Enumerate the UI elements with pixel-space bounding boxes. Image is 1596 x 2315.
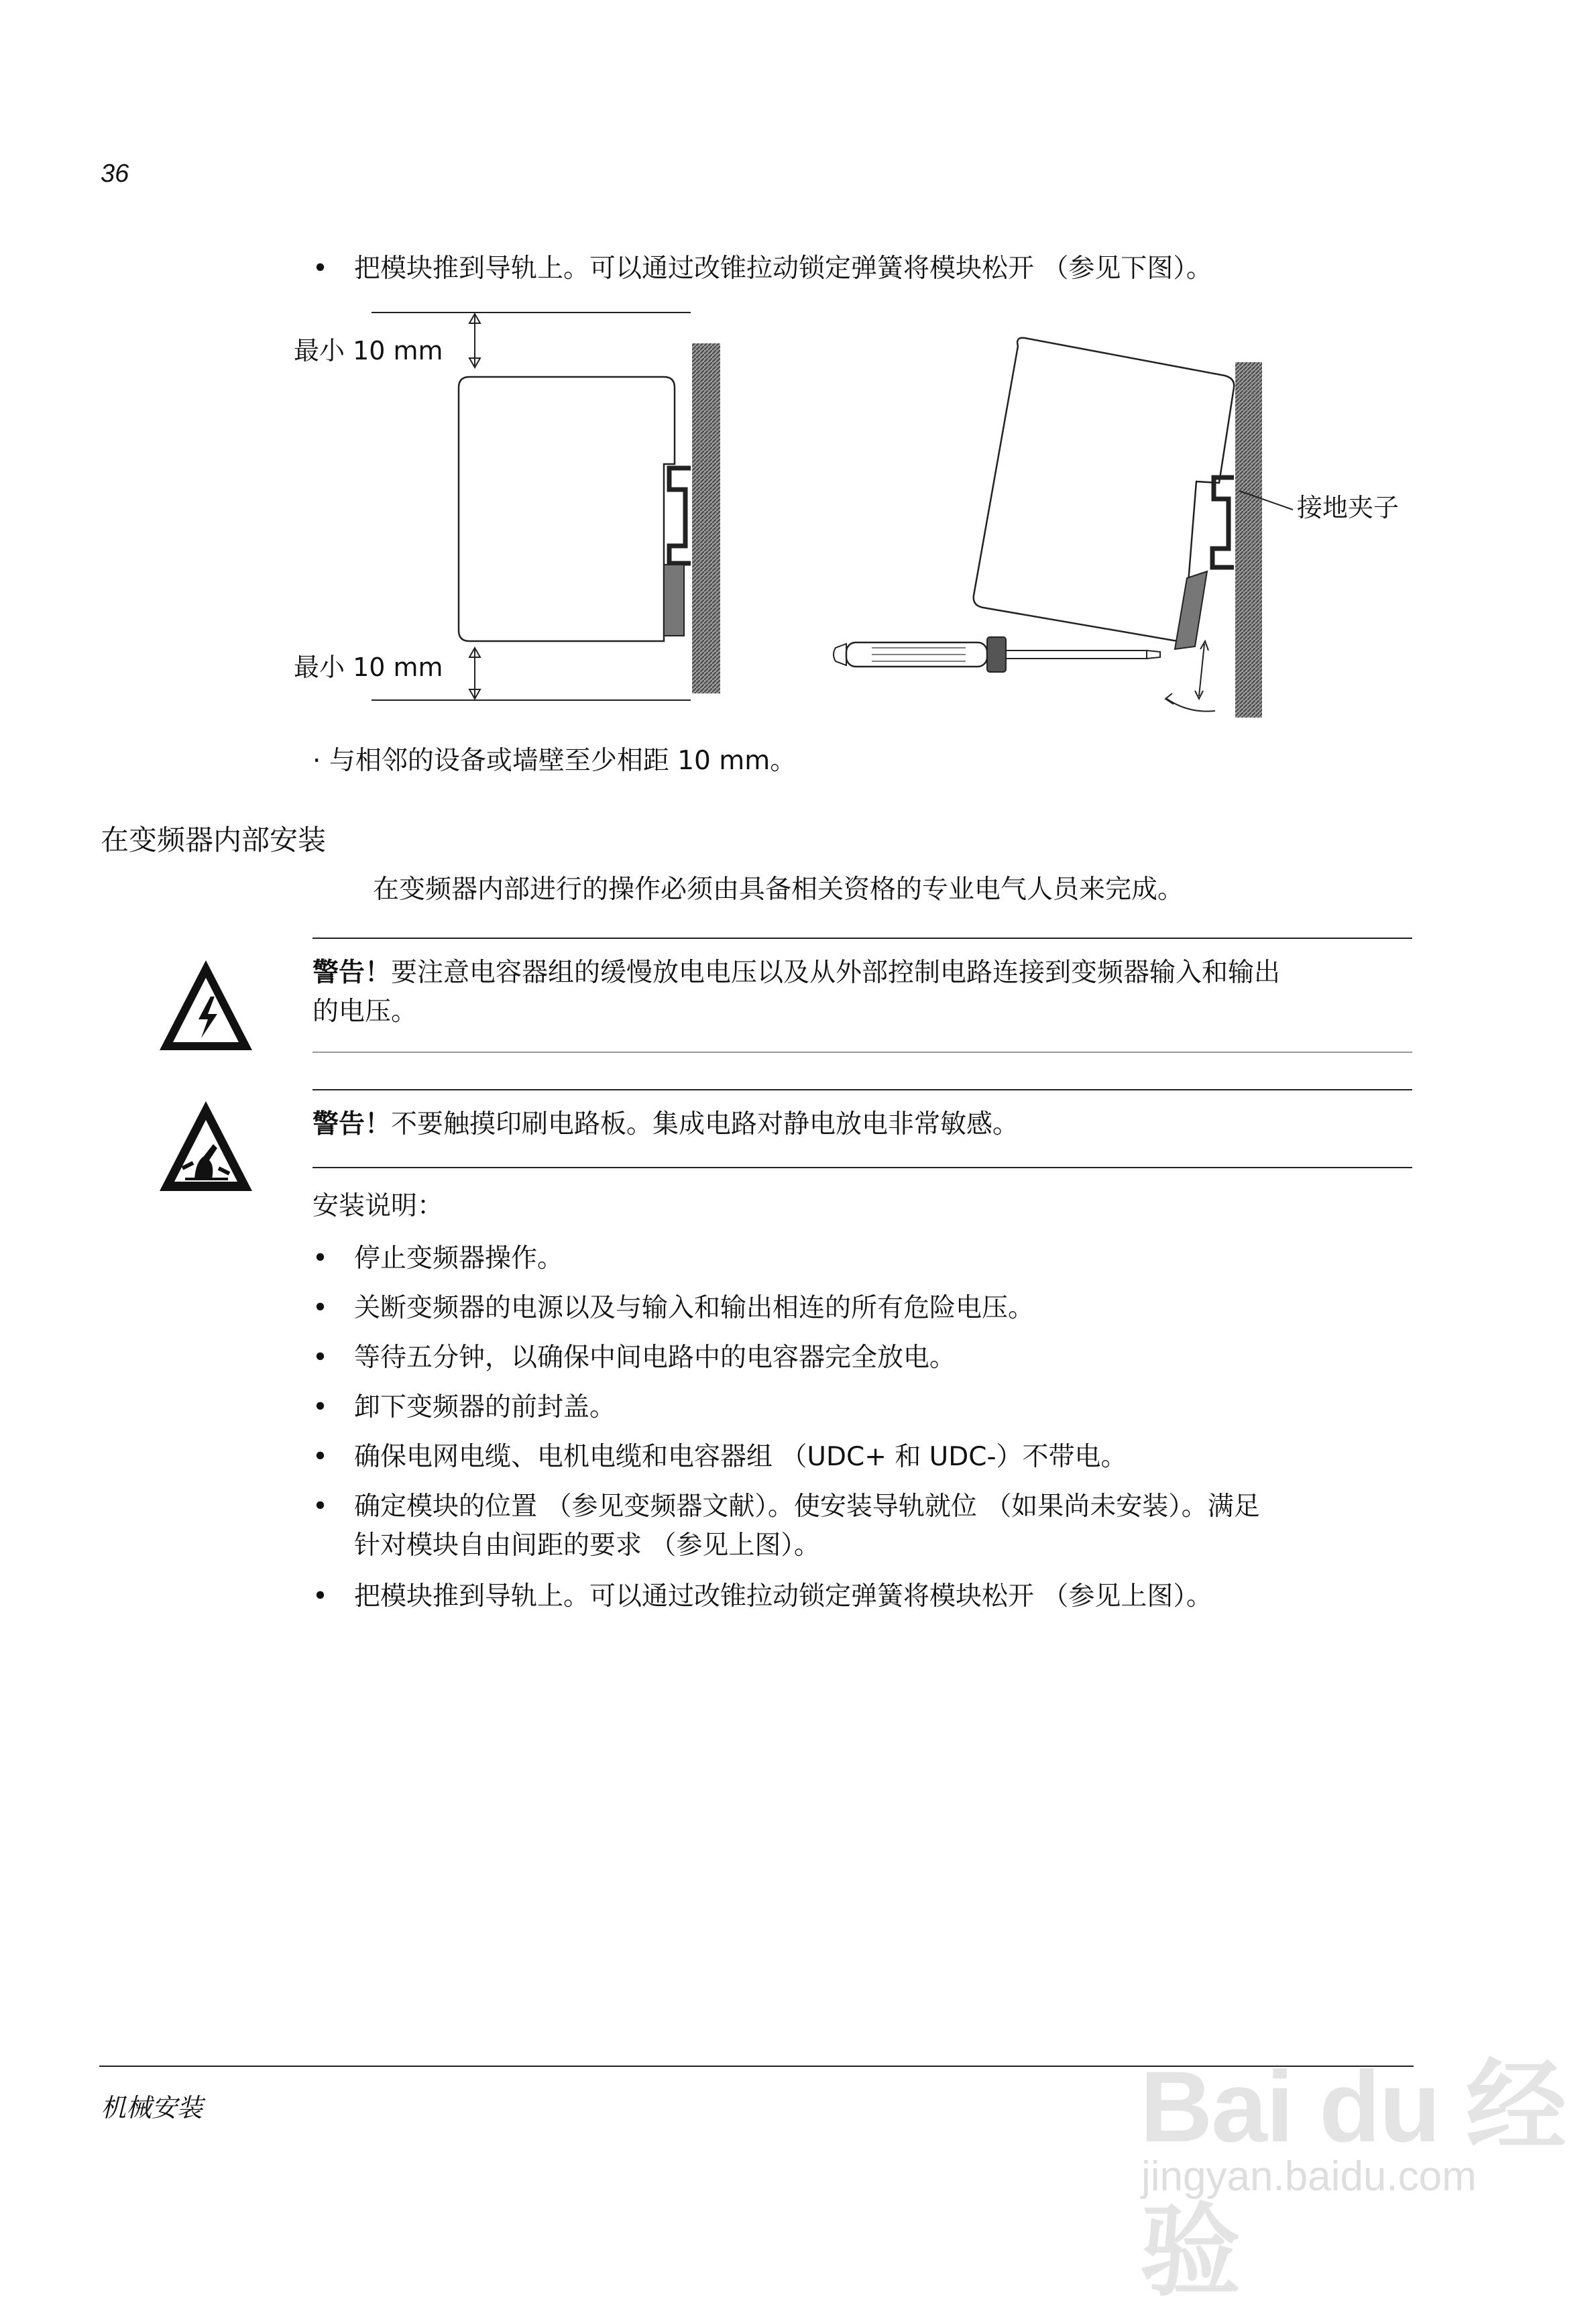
- install-step-text: [354, 1487, 1414, 1565]
- warning2-label: 警告！: [312, 1109, 392, 1139]
- bullet-dot: •: [312, 1491, 329, 1522]
- din-rail-mounting-figure: [0, 295, 1596, 738]
- install-step-line: 针对模块自由间距的要求 （参见上图）。: [354, 1530, 820, 1561]
- top-clearance-arrow: [469, 314, 480, 368]
- spring-release-arrows: [1165, 641, 1215, 712]
- label-min-10mm-top: 最小 10 mm: [294, 336, 443, 365]
- bullet-dot: •: [312, 1581, 329, 1612]
- intro-bullet-text: 把模块推到导轨上。可以通过改锥拉动锁定弹簧将模块松开 （参见下图）。: [354, 253, 1212, 284]
- install-step-text: 停止变频器操作。: [354, 1243, 564, 1274]
- warning1-line1: 要注意电容器组的缓慢放电电压以及从外部控制电路连接到变频器输入和输出: [391, 958, 1281, 988]
- bullet-dot: •: [312, 1293, 329, 1323]
- bullet-dot: •: [312, 1343, 329, 1373]
- electric-shock-warning-icon: [156, 955, 256, 1056]
- small-bullet: ·: [312, 746, 321, 776]
- bullet-dot: •: [312, 1442, 329, 1472]
- bullet-dot: •: [312, 253, 329, 284]
- label-grounding-clamp: 接地夹子: [1297, 493, 1400, 522]
- din-rail-left: [669, 468, 691, 563]
- bullet-dot: •: [312, 1243, 329, 1274]
- install-step-text: 关断变频器的电源以及与输入和输出相连的所有危险电压。: [354, 1293, 1035, 1323]
- section-title: 在变频器内部安装: [101, 824, 327, 856]
- label-min-10mm-bottom: 最小 10 mm: [294, 653, 443, 682]
- baidu-watermark-url: jingyan.baidu.com: [1141, 2153, 1477, 2200]
- warning1-top-rule: [312, 938, 1412, 939]
- baidu-watermark-logo: Bai du 经验: [1140, 2050, 1566, 2308]
- clearance-note: [312, 742, 796, 781]
- section-intro: 在变频器内部进行的操作必须由具备相关资格的专业电气人员来完成。: [373, 874, 1184, 905]
- screwdriver-icon: [834, 637, 1160, 672]
- left-mounting-wall: [692, 343, 720, 693]
- module-outline-left: [459, 377, 675, 641]
- install-step-line: 确定模块的位置 （参见变频器文献）。使安装导轨就位 （如果尚未安装）。满足: [354, 1491, 1260, 1522]
- warning2-text: [312, 1105, 1412, 1144]
- page-number: 36: [101, 160, 129, 188]
- install-step: [312, 1487, 1412, 1568]
- warning1-label: 警告！: [312, 958, 392, 988]
- install-step-text: 把模块推到导轨上。可以通过改锥拉动锁定弹簧将模块松开 （参见上图）。: [354, 1581, 1212, 1612]
- din-rail-right: [1212, 477, 1234, 567]
- warning1-text: [312, 954, 1412, 1031]
- warning2-top-rule: [312, 1089, 1412, 1090]
- warning1-bottom-rule: [312, 1052, 1412, 1053]
- warning2-body: 不要触摸印刷电路板。集成电路对静电放电非常敏感。: [391, 1109, 1019, 1139]
- warning1-line2: 的电压。: [312, 997, 418, 1027]
- install-step-text: 确保电网电缆、电机电缆和电容器组 （UDC+ 和 UDC-）不带电。: [354, 1442, 1127, 1472]
- install-step-text: 卸下变频器的前封盖。: [354, 1392, 616, 1422]
- bottom-clearance-arrow: [469, 648, 480, 699]
- install-step-text: 等待五分钟，以确保中间电路中的电容器完全放电。: [354, 1343, 956, 1373]
- locking-spring-left: [664, 565, 684, 636]
- right-mounting-wall: [1235, 362, 1262, 718]
- footer-section-name: 机械安装: [101, 2093, 203, 2123]
- warning2-bottom-rule: [312, 1167, 1412, 1168]
- clearance-note-text: 与相邻的设备或墙壁至少相距 10 mm。: [329, 746, 797, 776]
- install-heading: 安装说明：: [312, 1191, 444, 1221]
- bullet-dot: •: [312, 1392, 329, 1422]
- esd-warning-icon: [156, 1096, 256, 1196]
